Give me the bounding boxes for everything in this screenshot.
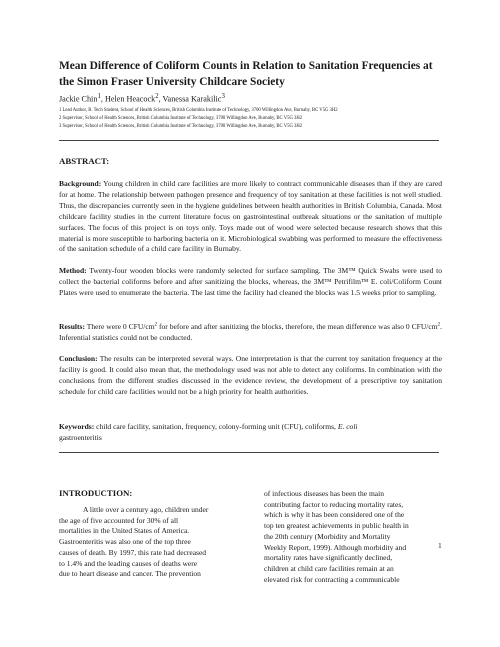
author-1: Jackie Chin <box>59 94 98 104</box>
affiliation-2: 2 Supervisor, School of Health Sciences, British Columbia Institute of Technology, 3700 Willingdon Ave, Burnaby, BC V5G 3H2 <box>59 116 303 121</box>
author-2: , Helen Heacock <box>100 94 156 104</box>
background-label: Background: <box>59 179 102 188</box>
affiliation-3: 3 Supervisor, School of Health Sciences, British Columbia Institute of Technology, 3700 Willingdon Ave, Burnaby, BC V5G 3H2 <box>59 124 303 129</box>
page-number: 1 <box>438 541 442 550</box>
intro-column-2 <box>264 489 450 585</box>
intro-col1-line: causes of death. By 1997, this rate had decreased <box>59 547 207 557</box>
intro-col1-line: A little over a century ago, children under <box>83 505 209 514</box>
intro-col2-line: elevated risk for contracting a communicable <box>264 574 400 584</box>
introduction-heading: INTRODUCTION: <box>59 488 133 498</box>
intro-col1-line: due to heart disease and cancer. The prevention <box>59 569 201 579</box>
results-label: Results: <box>59 322 85 331</box>
intro-col1-line: the age of five accounted for 30% of all <box>59 515 179 525</box>
intro-col2-line: which is why it has been considered one of the <box>264 510 405 520</box>
method-label: Method: <box>59 266 87 275</box>
intro-col2-line: children at child care facilities remain at an <box>264 563 394 573</box>
background-text: Young children in child care facilities are more likely to contract communicable diseases than if they are cared for at home. The relationship between pathogen presence and frequency of toy sanitation at these facilities is not well studied. Thus, the discrepancies currently seen in the hygiene guidelines between health authorities in British Columbia, Canada. Most childcare facility studies in the current literature focus on gastrointestinal outbreak situations or the sanitation of multiple surfaces. The focus of this project is on toys only. Toys made out of wood were selected because research shows that this material is more susceptible to harboring bacteria on it. Microbiological swabbing was performed to measure the effectiveness of the sanitation schedule of a child care facility in Burnaby. <box>59 179 442 254</box>
intro-col1-line: mortalities in the United States of America. <box>59 526 190 536</box>
intro-col2-line: Weekly Report, 1999). Although morbidity and <box>264 542 407 552</box>
intro-col2-line: the 20th century (Morbidity and Mortality <box>264 531 391 541</box>
abstract-results <box>59 322 442 344</box>
author-3: , Vanessa Karakilic <box>158 94 222 104</box>
abstract-background <box>59 179 442 255</box>
keywords-tail: gastroenteritis <box>59 432 102 442</box>
intro-col2-line: mortality rates have significantly declined, <box>264 553 393 563</box>
abstract-method <box>59 266 442 299</box>
intro-column-1 <box>59 505 239 580</box>
results-text-a: There were 0 CFU/cm <box>86 322 155 331</box>
author-list <box>59 93 225 104</box>
abstract-keywords <box>59 422 442 444</box>
results-text-c: . Inferential statistics could not be conducted. <box>59 322 442 342</box>
intro-col1-line: to 1.4% and the leading causes of deaths were <box>59 558 198 568</box>
method-text: Twenty-four wooden blocks were randomly selected for surface sampling. The 3M™ Quick Swabs were used to collect the bacterial coliforms before and after sanitizing the blocks, whereas, the 3M™ Petrifilm™ E. coli/Coliform Count Plates were used to enumerate the bacteria. The last time the facility had cleaned the blocks was 1.5 weeks prior to sampling. <box>59 266 442 297</box>
conclusion-text: The results can be interpreted several ways. One interpretation is that the current toy sanitation frequency at the facility is good. It could also mean that, the methodology used was not able to detect any coliforms. In combination with the conclusions from the different studies discussed in the evidence review, the development of a prescriptive toy sanitation schedule for child care facilities would not be a high priority for health authorities. <box>59 354 442 396</box>
abstract-conclusion <box>59 354 442 398</box>
keywords-label: Keywords: <box>59 422 95 431</box>
paper-title: Mean Difference of Coliform Counts in Relation to Sanitation Frequencies at the Simon Fraser University Childcare Society <box>59 60 433 88</box>
intro-col2-line: contributing factor to reducing mortality rates, <box>264 499 404 509</box>
results-sup-b: 2 <box>437 322 441 328</box>
affiliation-1: 1 Lead Author, B. Tech Student, School of Health Sciences, British Columbia Institute of Technology, 3700 Willingdon Ave, Burnaby, BC V5G 3H2 <box>59 108 338 113</box>
author-3-mark: 3 <box>221 93 225 100</box>
results-text-b: for before and after sanitizing the blocks, therefore, the mean difference was also 0 CFU/cm <box>157 322 438 331</box>
conclusion-label: Conclusion: <box>59 354 98 363</box>
intro-col2-line: top ten greatest achievements in public health in <box>264 521 409 531</box>
divider-top <box>59 140 439 141</box>
results-sup-a: 2 <box>154 322 158 328</box>
keywords-text: child care facility, sanitation, frequency, colony-forming unit (CFU), coliforms, <box>96 422 336 431</box>
author-1-mark: 1 <box>97 93 101 100</box>
divider-bottom <box>59 452 439 453</box>
abstract-heading: ABSTRACT: <box>59 156 110 166</box>
intro-col1-line: Gastroenteritis was also one of the top three <box>59 537 191 547</box>
author-2-mark: 2 <box>155 93 159 100</box>
keywords-italic: E. coli <box>337 422 358 431</box>
intro-col2-line: of infectious diseases has been the main <box>264 489 384 498</box>
